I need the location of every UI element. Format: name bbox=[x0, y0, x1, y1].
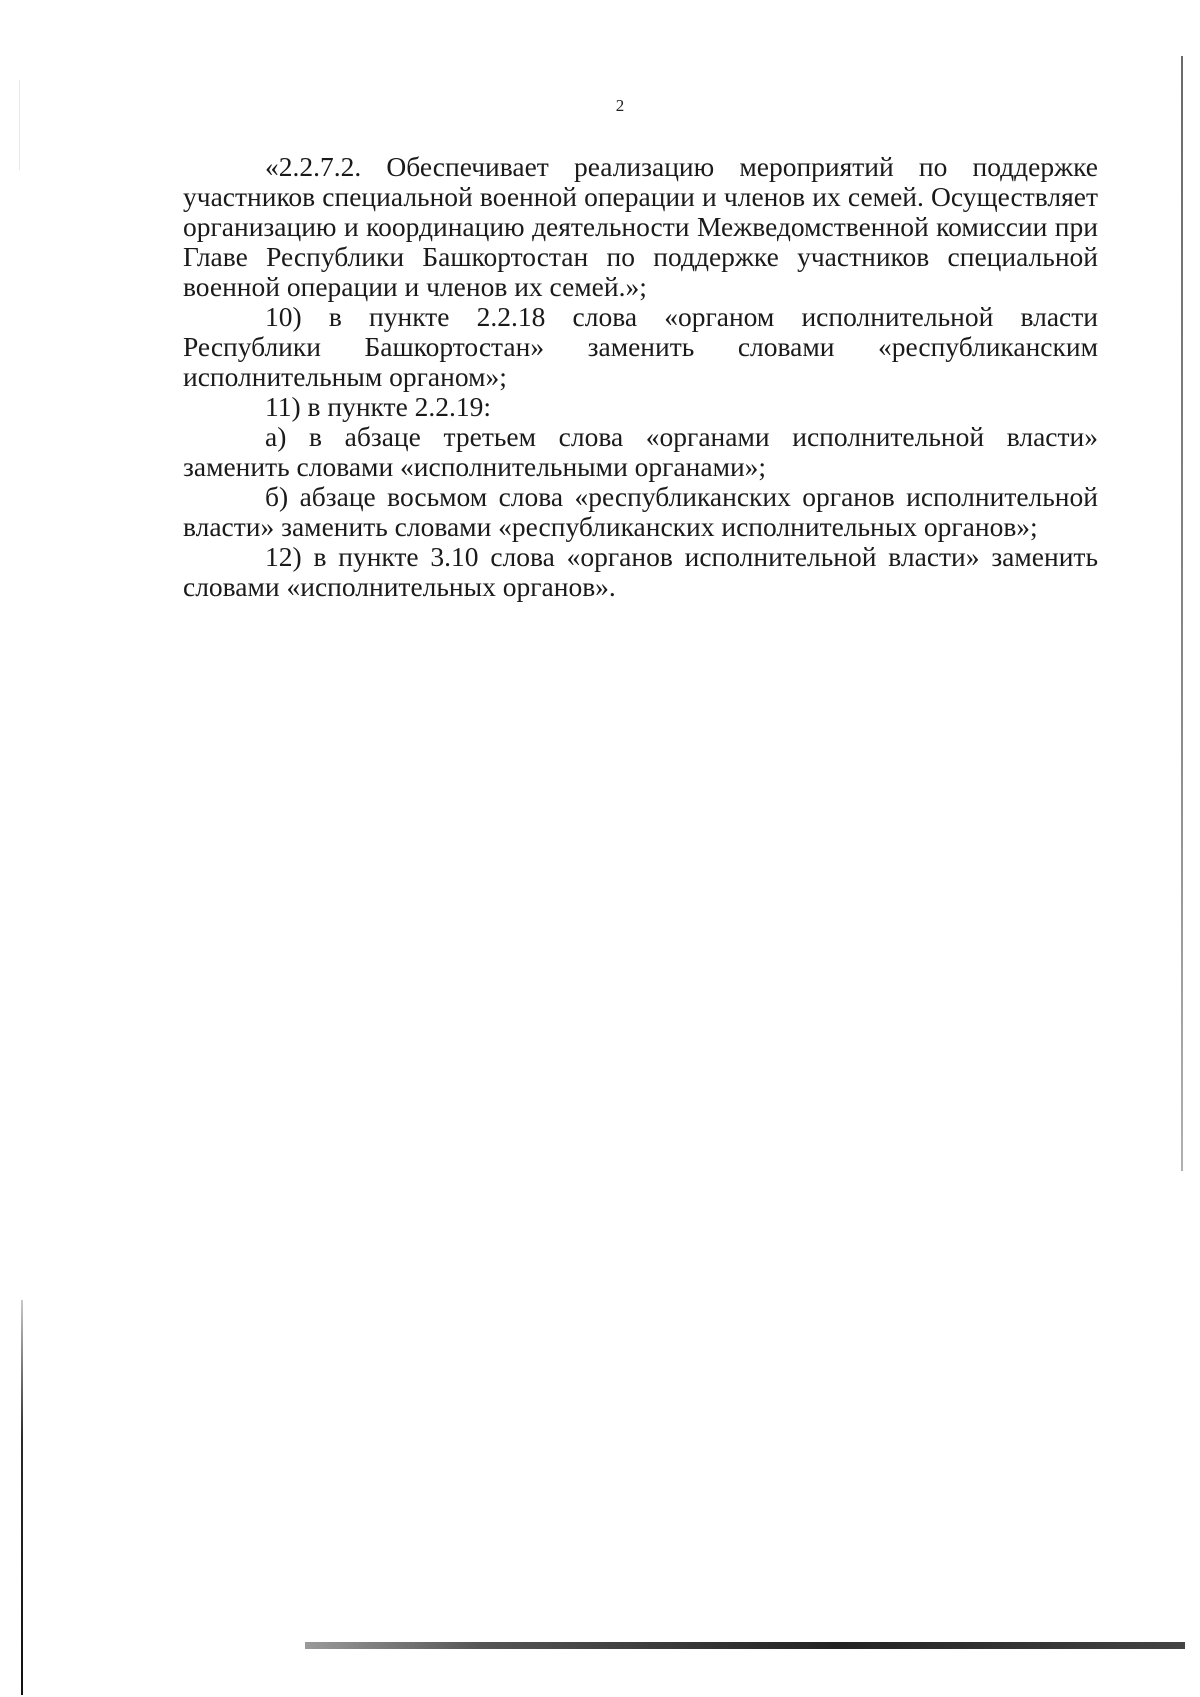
paragraph-item-11: 11) в пункте 2.2.19: bbox=[265, 391, 492, 422]
paragraph-item-12: 12) в пункте 3.10 слова «органов исполнительной власти» заменить словами «исполнительных органов». bbox=[183, 541, 1098, 602]
document-body bbox=[183, 152, 1098, 602]
paragraph-item-11-a: а) в абзаце третьем слова «органами исполнительной власти» заменить словами «исполнительными органами»; bbox=[183, 421, 1098, 482]
paragraph-item-11-b: б) абзаце восьмом слова «республиканских органов исполнительной власти» заменить словами «республиканских исполнительных органов»; bbox=[183, 481, 1098, 542]
scan-edge-left-line bbox=[21, 1300, 23, 1695]
paragraph-2-2-7-2: «2.2.7.2. Обеспечивает реализацию мероприятий по поддержке участников специальной военной операции и членов их семей. Осуществляет организацию и координацию деятельности Межведомственной комиссии при Главе Республики Башкортостан по поддержке участников специальной военной операции и членов их семей.»; bbox=[183, 151, 1098, 302]
scan-edge-bottom-line bbox=[305, 1642, 1185, 1649]
scan-edge-right-line bbox=[1181, 56, 1183, 1171]
page-number: 2 bbox=[615, 96, 625, 115]
scan-edge-mark bbox=[19, 80, 20, 170]
paragraph-item-10: 10) в пункте 2.2.18 слова «органом исполнительной власти Республики Башкортостан» заменить словами «республиканским исполнительным органом»; bbox=[183, 301, 1098, 392]
